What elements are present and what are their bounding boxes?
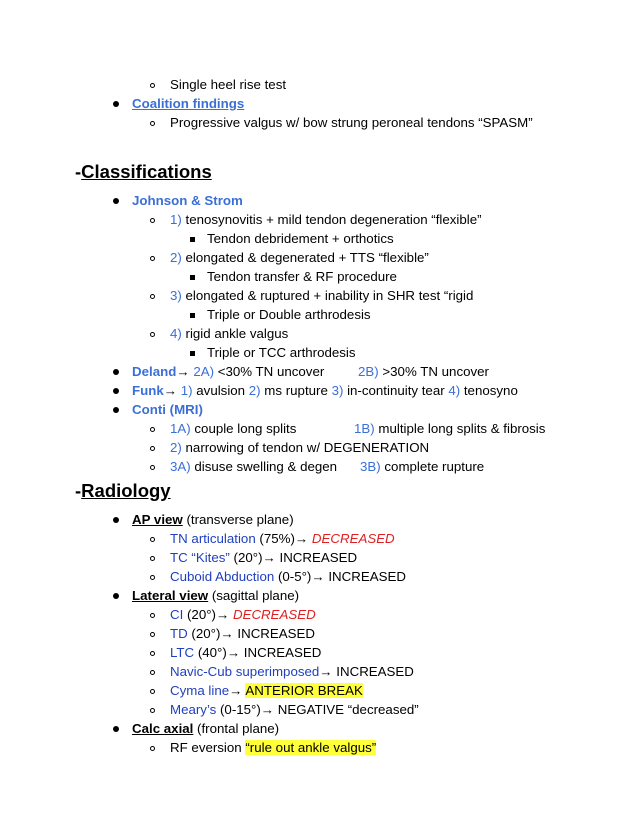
stage-text: rigid ankle valgus bbox=[181, 326, 289, 341]
bullet-icon bbox=[113, 198, 119, 204]
arrow-icon: → bbox=[311, 569, 325, 584]
item-text bbox=[132, 587, 299, 605]
item-text bbox=[132, 720, 279, 738]
arrow-icon: → bbox=[294, 531, 309, 546]
section-heading bbox=[75, 479, 171, 503]
item-label: Conti (MRI) bbox=[132, 402, 203, 417]
item-text bbox=[132, 363, 324, 381]
plane-text: (sagittal plane) bbox=[208, 588, 300, 603]
stage-text: tenosyno bbox=[460, 383, 518, 398]
square-bullet-icon bbox=[190, 351, 195, 356]
item-text: Single heel rise test bbox=[170, 77, 287, 92]
bullet-icon bbox=[113, 517, 119, 523]
measure-value: (75%) bbox=[255, 531, 295, 546]
item-text bbox=[170, 530, 395, 548]
stage-number: 1) bbox=[170, 212, 182, 227]
heading-text: Radiology bbox=[81, 480, 171, 501]
circle-bullet-icon bbox=[150, 537, 155, 542]
stage-number: 2B) bbox=[358, 364, 379, 379]
measure-value: (20°) bbox=[229, 550, 263, 565]
stage-number: 3B) bbox=[360, 459, 381, 474]
item-label: Coalition findings bbox=[132, 96, 245, 111]
item-text bbox=[170, 701, 419, 719]
item-text: Triple or Double arthrodesis bbox=[207, 307, 371, 322]
arrow-icon: → bbox=[226, 645, 241, 660]
arrow-icon: → bbox=[229, 683, 243, 698]
item-label: Deland bbox=[132, 364, 177, 379]
measure-name: Meary’s bbox=[170, 702, 217, 717]
measure-value: (20°) bbox=[183, 607, 216, 622]
circle-bullet-icon bbox=[150, 121, 155, 126]
arrow-icon: → bbox=[319, 664, 333, 679]
circle-bullet-icon bbox=[150, 556, 155, 561]
measure-name: CI bbox=[170, 607, 184, 622]
item-label: Funk bbox=[132, 383, 164, 398]
stage-number: 1A) bbox=[170, 421, 191, 436]
circle-bullet-icon bbox=[150, 708, 155, 713]
stage-text: >30% TN uncover bbox=[378, 364, 489, 379]
stage-number: 4) bbox=[170, 326, 182, 341]
square-bullet-icon bbox=[190, 237, 195, 242]
measure-name: Cuboid Abduction bbox=[170, 569, 275, 584]
stage-text: tenosynovitis + mild tendon degeneration “flexible” bbox=[181, 212, 482, 227]
stage-number: 1B) bbox=[354, 421, 375, 436]
section-heading bbox=[75, 160, 212, 184]
measure-name: LTC bbox=[170, 645, 195, 660]
item-label: AP view bbox=[132, 512, 183, 527]
bullet-icon bbox=[113, 388, 119, 394]
item-text bbox=[170, 211, 482, 229]
highlighted-result: “rule out ankle valgus” bbox=[245, 740, 377, 755]
item-text bbox=[170, 606, 316, 624]
item-text bbox=[354, 420, 545, 438]
item-text: Progressive valgus w/ bow strung peroneal tendons “SPASM” bbox=[170, 115, 533, 130]
circle-bullet-icon bbox=[150, 651, 155, 656]
arrow-icon: → bbox=[220, 626, 234, 641]
measure-result: INCREASED bbox=[324, 569, 406, 584]
circle-bullet-icon bbox=[150, 294, 155, 299]
measure-result: DECREASED bbox=[232, 607, 316, 622]
item-text bbox=[170, 739, 376, 757]
circle-bullet-icon bbox=[150, 332, 155, 337]
arrow-icon: → bbox=[262, 550, 276, 565]
measure-name: TD bbox=[170, 626, 188, 641]
item-text: Triple or TCC arthrodesis bbox=[207, 345, 356, 360]
circle-bullet-icon bbox=[150, 427, 155, 432]
circle-bullet-icon bbox=[150, 446, 155, 451]
highlighted-result: ANTERIOR BREAK bbox=[245, 683, 363, 698]
item-text bbox=[132, 511, 294, 529]
measure-value: (0-15°) bbox=[216, 702, 261, 717]
measure-name: TC “Kites” bbox=[170, 550, 230, 565]
circle-bullet-icon bbox=[150, 465, 155, 470]
square-bullet-icon bbox=[190, 313, 195, 318]
bullet-icon bbox=[113, 369, 119, 375]
stage-text: elongated & ruptured + inability in SHR test “rigid bbox=[181, 288, 474, 303]
stage-text: complete rupture bbox=[380, 459, 485, 474]
measure-name: RF eversion bbox=[170, 740, 246, 755]
item-label: Calc axial bbox=[132, 721, 194, 736]
circle-bullet-icon bbox=[150, 670, 155, 675]
stage-text: multiple long splits & fibrosis bbox=[374, 421, 546, 436]
stage-text: disuse swelling & degen bbox=[190, 459, 338, 474]
measure-result: INCREASED bbox=[240, 645, 322, 660]
circle-bullet-icon bbox=[150, 83, 155, 88]
heading-prefix: - bbox=[75, 480, 82, 501]
stage-text: avulsion bbox=[192, 383, 249, 398]
circle-bullet-icon bbox=[150, 746, 155, 751]
item-text bbox=[170, 568, 406, 586]
stage-text: in-continuity tear bbox=[343, 383, 449, 398]
measure-value: (40°) bbox=[194, 645, 227, 660]
item-text bbox=[170, 549, 357, 567]
stage-number: 1) bbox=[177, 383, 193, 398]
circle-bullet-icon bbox=[150, 613, 155, 618]
stage-text: ms rupture bbox=[260, 383, 332, 398]
circle-bullet-icon bbox=[150, 575, 155, 580]
measure-result: NEGATIVE “decreased” bbox=[274, 702, 419, 717]
bullet-icon bbox=[113, 101, 119, 107]
circle-bullet-icon bbox=[150, 256, 155, 261]
circle-bullet-icon bbox=[150, 632, 155, 637]
square-bullet-icon bbox=[190, 275, 195, 280]
stage-text: couple long splits bbox=[190, 421, 297, 436]
stage-number: 4) bbox=[448, 383, 461, 398]
circle-bullet-icon bbox=[150, 689, 155, 694]
stage-number: 2A) bbox=[189, 364, 215, 379]
measure-result: INCREASED bbox=[233, 626, 315, 641]
stage-number: 2) bbox=[248, 383, 261, 398]
item-text bbox=[170, 663, 414, 681]
stage-number: 3A) bbox=[170, 459, 191, 474]
stage-number: 3) bbox=[331, 383, 344, 398]
arrow-icon: → bbox=[176, 364, 190, 379]
item-text: Tendon debridement + orthotics bbox=[207, 231, 394, 246]
measure-name: Cyma line bbox=[170, 683, 230, 698]
item-text bbox=[132, 382, 518, 400]
measure-value: (20°) bbox=[187, 626, 221, 641]
measure-name: TN articulation bbox=[170, 531, 256, 546]
plane-text: (frontal plane) bbox=[193, 721, 280, 736]
stage-number: 2) bbox=[170, 250, 182, 265]
item-text bbox=[170, 249, 429, 267]
item-text bbox=[170, 682, 363, 700]
item-text bbox=[170, 458, 337, 476]
heading-prefix: - bbox=[75, 161, 82, 182]
stage-text: narrowing of tendon w/ DEGENERATION bbox=[181, 440, 430, 455]
item-label: Johnson & Strom bbox=[132, 193, 243, 208]
measure-result: INCREASED bbox=[275, 550, 358, 565]
bullet-icon bbox=[113, 726, 119, 732]
heading-text: Classifications bbox=[81, 161, 212, 182]
item-text bbox=[358, 363, 489, 381]
item-text bbox=[170, 644, 321, 662]
stage-number: 3) bbox=[170, 288, 182, 303]
bullet-icon bbox=[113, 407, 119, 413]
item-text bbox=[170, 625, 315, 643]
item-text bbox=[170, 325, 288, 343]
measure-result: DECREASED bbox=[311, 531, 395, 546]
item-text bbox=[170, 420, 296, 438]
stage-text: <30% TN uncover bbox=[214, 364, 325, 379]
arrow-icon: → bbox=[260, 702, 275, 717]
item-text bbox=[360, 458, 484, 476]
stage-number: 2) bbox=[170, 440, 182, 455]
stage-text: elongated & degenerated + TTS “flexible” bbox=[181, 250, 429, 265]
item-text bbox=[170, 287, 473, 305]
item-label: Lateral view bbox=[132, 588, 209, 603]
arrow-icon: → bbox=[163, 383, 178, 398]
circle-bullet-icon bbox=[150, 218, 155, 223]
item-text bbox=[170, 439, 429, 457]
item-text: Tendon transfer & RF procedure bbox=[207, 269, 397, 284]
bullet-icon bbox=[113, 593, 119, 599]
plane-text: (transverse plane) bbox=[182, 512, 294, 527]
arrow-icon: → bbox=[215, 607, 230, 622]
measure-result: INCREASED bbox=[332, 664, 414, 679]
measure-name: Navic-Cub superimposed bbox=[170, 664, 320, 679]
measure-value: (0-5°) bbox=[274, 569, 312, 584]
